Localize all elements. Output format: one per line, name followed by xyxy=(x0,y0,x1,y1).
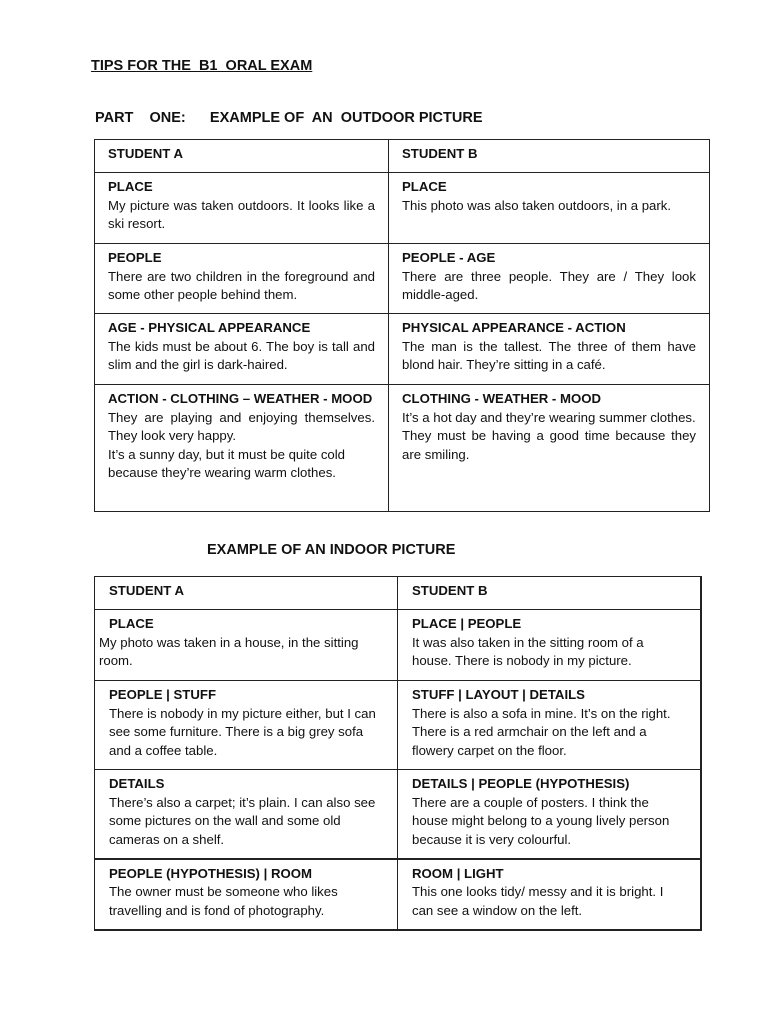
student-b-cell xyxy=(398,859,701,930)
table-row xyxy=(95,385,710,512)
cell-text: It’s a hot day and they’re wearing summer clothes. xyxy=(402,409,696,425)
cell-text: My photo was taken in a house, in the sitting room. xyxy=(99,634,359,669)
table-row xyxy=(95,681,701,770)
table-row xyxy=(95,859,701,930)
cell-text: They must be having a good time because they are smiling. xyxy=(402,428,696,462)
table-row xyxy=(95,173,710,244)
header-student-b: STUDENT B xyxy=(389,140,710,173)
table-row xyxy=(95,314,710,385)
header-student-a: STUDENT A xyxy=(95,140,389,173)
student-b-cell xyxy=(398,610,701,681)
student-a-cell xyxy=(95,610,398,681)
cell-heading: PEOPLE | STUFF xyxy=(109,687,217,702)
cell-text: There is also a sofa in mine. It’s on the right. There is a red armchair on the left and a flowery carpet on the floor. xyxy=(412,705,671,758)
student-a-cell xyxy=(95,770,398,859)
cell-heading: PLACE xyxy=(109,616,154,631)
cell-heading: PLACE xyxy=(402,179,447,194)
student-b-cell xyxy=(389,314,710,385)
cell-text: It’s a sunny day, but it must be quite cold because they’re wearing warm clothes. xyxy=(108,446,346,481)
student-a-cell xyxy=(95,314,389,385)
cell-heading: PEOPLE - AGE xyxy=(402,250,496,265)
student-a-cell xyxy=(95,859,398,930)
student-b-cell xyxy=(389,385,710,512)
table-header-row xyxy=(95,577,701,610)
cell-heading: DETAILS | PEOPLE (HYPOTHESIS) xyxy=(412,776,630,791)
cell-text: They are playing and enjoying themselves. They look very happy. xyxy=(108,409,375,444)
cell-text: There are two children in the foreground and some other people behind them. xyxy=(108,268,375,303)
student-a-cell xyxy=(95,385,389,512)
cell-text: The owner must be someone who likes travelling and is fond of photography. xyxy=(109,884,338,918)
cell-heading: PEOPLE (HYPOTHESIS) | ROOM xyxy=(109,865,312,881)
table-header-row xyxy=(95,140,710,173)
table-row xyxy=(95,770,701,859)
student-b-cell xyxy=(398,770,701,859)
student-b-cell xyxy=(389,244,710,314)
cell-text: The man is the tallest. The three of them have blond hair. They’re sitting in a café. xyxy=(402,338,696,373)
cell-heading: PEOPLE xyxy=(108,250,162,265)
indoor-picture-table xyxy=(94,576,702,931)
cell-heading: AGE - PHYSICAL APPEARANCE xyxy=(108,320,311,335)
cell-text: My picture was taken outdoors. It looks like a ski resort. xyxy=(108,197,375,232)
cell-text: The kids must be about 6. The boy is tall and slim and the girl is dark-haired. xyxy=(108,338,375,373)
student-a-cell xyxy=(95,173,389,244)
document-title: TIPS FOR THE B1 ORAL EXAM xyxy=(91,58,313,74)
header-student-b: STUDENT B xyxy=(398,577,701,610)
cell-heading: PLACE xyxy=(108,179,153,194)
cell-heading: PLACE | PEOPLE xyxy=(412,616,522,631)
cell-heading: DETAILS xyxy=(109,776,165,791)
cell-text: There are three people. They are / They look middle-aged. xyxy=(402,268,696,303)
table-row xyxy=(95,244,710,314)
indoor-picture-heading: EXAMPLE OF AN INDOOR PICTURE xyxy=(207,542,456,558)
table-row xyxy=(95,610,701,681)
cell-heading: PHYSICAL APPEARANCE - ACTION xyxy=(402,320,626,335)
cell-text: It was also taken in the sitting room of a house. There is nobody in my picture. xyxy=(412,634,644,669)
cell-text: There’s also a carpet; it’s plain. I can also see some pictures on the wall and some old cameras on a shelf. xyxy=(109,794,376,847)
cell-text: This one looks tidy/ messy and it is bright. I can see a window on the left. xyxy=(412,884,664,918)
header-student-a: STUDENT A xyxy=(95,577,398,610)
student-b-cell xyxy=(398,681,701,770)
cell-heading: STUFF | LAYOUT | DETAILS xyxy=(412,687,585,702)
cell-heading: CLOTHING - WEATHER - MOOD xyxy=(402,391,602,406)
student-b-cell xyxy=(389,173,710,244)
cell-heading: ACTION - CLOTHING – WEATHER - MOOD xyxy=(108,391,373,406)
student-a-cell xyxy=(95,681,398,770)
outdoor-picture-table xyxy=(94,139,710,512)
part-one-heading: PART ONE: EXAMPLE OF AN OUTDOOR PICTURE xyxy=(95,110,483,126)
cell-text: There is nobody in my picture either, but I can see some furniture. There is a big grey sofa and a coffee table. xyxy=(109,705,376,758)
cell-heading: ROOM | LIGHT xyxy=(412,865,504,881)
cell-text: This photo was also taken outdoors, in a park. xyxy=(402,197,672,213)
student-a-cell xyxy=(95,244,389,314)
cell-text: There are a couple of posters. I think the house might belong to a young lively person because it is very colourful. xyxy=(412,794,670,847)
